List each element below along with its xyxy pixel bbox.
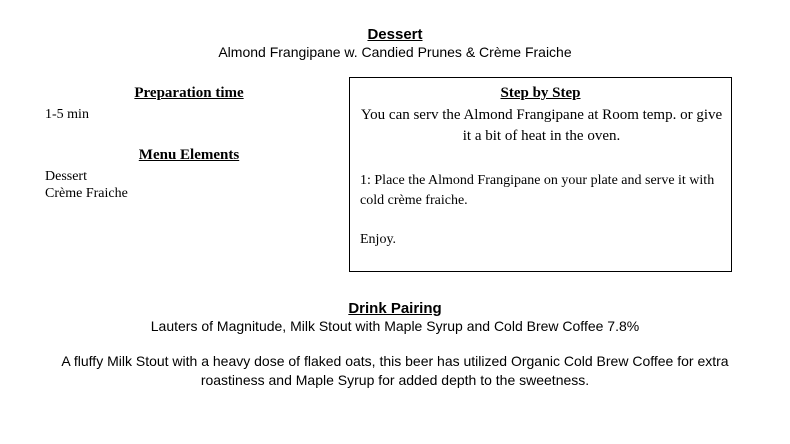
menu-elements-list <box>45 168 128 202</box>
step-closing-text: Enjoy. <box>360 232 397 247</box>
page-title: Dessert <box>367 26 423 43</box>
step-by-step-heading: Step by Step <box>500 85 581 101</box>
menu-elements-heading: Menu Elements <box>138 147 240 163</box>
menu-element-item: Dessert <box>45 169 87 184</box>
step-1-text: 1: Place the Almond Frangipane on your plate and serve it with cold crème fraiche. <box>360 173 715 208</box>
dessert-name: Almond Frangipane w. Candied Prunes & Crème Fraiche <box>218 44 572 60</box>
drink-name: Lauters of Magnitude, Milk Stout with Maple Syrup and Cold Brew Coffee 7.8% <box>150 318 640 334</box>
drink-pairing-section <box>0 300 790 390</box>
dessert-header <box>0 26 790 61</box>
step-by-step-intro: You can serv the Almond Frangipane at Room temp. or give it a bit of heat in the oven. <box>360 107 723 144</box>
step-by-step-box <box>349 77 732 272</box>
preparation-time-value: 1-5 min <box>45 107 89 122</box>
menu-element-item: Crème Fraiche <box>45 186 128 201</box>
preparation-time-heading: Preparation time <box>134 85 244 101</box>
drink-description: A fluffy Milk Stout with a heavy dose of flaked oats, this beer has utilized Organic Cold Brew Coffee for extra roastiness and Maple Syrup for added depth to the sweetness. <box>61 353 729 388</box>
drink-pairing-heading: Drink Pairing <box>348 300 442 317</box>
